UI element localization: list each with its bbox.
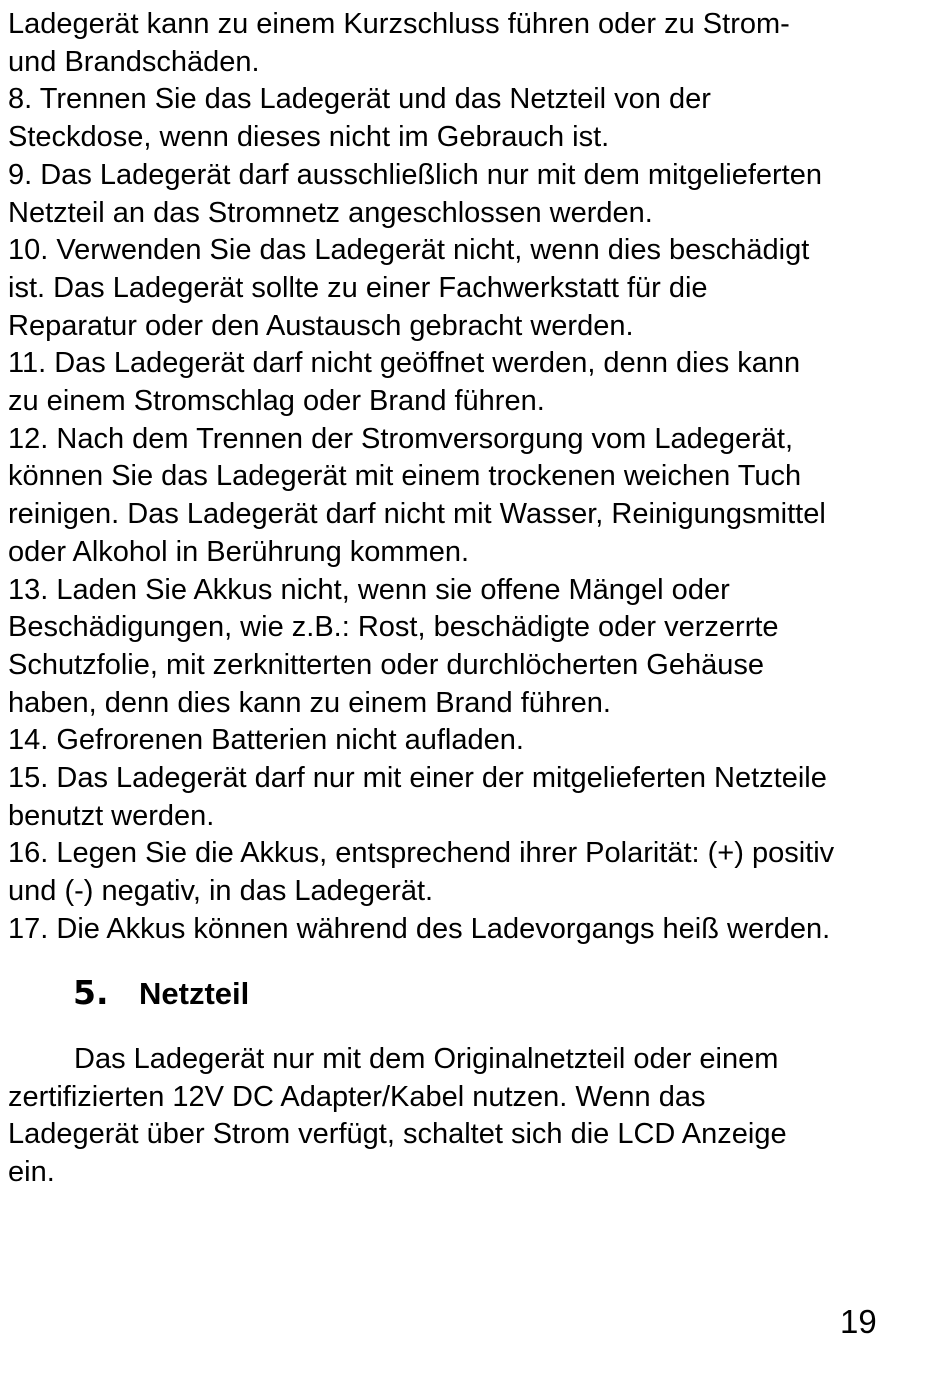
text-line: benutzt werden. [8, 799, 215, 832]
section-paragraph [8, 1041, 944, 1192]
text-line: 10. Verwenden Sie das Ladegerät nicht, wenn dies beschädigt [8, 234, 810, 267]
text-line: 12. Nach dem Trennen der Stromversorgung vom Ladegerät, [8, 422, 794, 455]
paragraph-line: Ladegerät über Strom verfügt, schaltet sich die LCD Anzeige [8, 1118, 787, 1151]
text-line: 16. Legen Sie die Akkus, entsprechend ihrer Polarität: (+) positiv [8, 837, 835, 870]
text-line: Schutzfolie, mit zerknitterten oder durchlöcherten Gehäuse [8, 648, 765, 681]
text-line: 14. Gefrorenen Batterien nicht aufladen. [8, 724, 524, 757]
text-line: ist. Das Ladegerät sollte zu einer Fachwerkstatt für die [8, 271, 708, 304]
text-line: Ladegerät kann zu einem Kurzschluss führen oder zu Strom- [8, 8, 790, 40]
section-number: 5. [73, 973, 109, 1012]
paragraph-line: ein. [8, 1156, 55, 1189]
text-line: Reparatur oder den Austausch gebracht werden. [8, 309, 634, 342]
text-line: Beschädigungen, wie z.B.: Rost, beschädigte oder verzerrte [8, 611, 779, 644]
text-line: zu einem Stromschlag oder Brand führen. [8, 385, 545, 418]
text-line: und Brandschäden. [8, 45, 260, 78]
text-line: 8. Trennen Sie das Ladegerät und das Netzteil von der [8, 83, 711, 116]
text-line: oder Alkohol in Berührung kommen. [8, 535, 470, 568]
text-line: können Sie das Ladegerät mit einem trockenen weichen Tuch [8, 460, 802, 493]
paragraph-line: zertifizierten 12V DC Adapter/Kabel nutzen. Wenn das [8, 1080, 706, 1113]
text-line: 9. Das Ladegerät darf ausschließlich nur mit dem mitgelieferten [8, 158, 822, 191]
text-line: reinigen. Das Ladegerät darf nicht mit Wasser, Reinigungsmittel [8, 498, 826, 531]
text-line: 11. Das Ladegerät darf nicht geöffnet werden, denn dies kann [8, 347, 801, 380]
section-heading [73, 973, 249, 1014]
text-line: 13. Laden Sie Akkus nicht, wenn sie offene Mängel oder [8, 573, 730, 606]
text-line: und (-) negativ, in das Ladegerät. [8, 875, 434, 908]
text-line: 17. Die Akkus können während des Ladevorgangs heiß werden. [8, 912, 831, 945]
text-line: Steckdose, wenn dieses nicht im Gebrauch ist. [8, 121, 610, 154]
text-line: Netzteil an das Stromnetz angeschlossen werden. [8, 196, 653, 229]
safety-instructions-list [8, 6, 944, 949]
paragraph-line: Das Ladegerät nur mit dem Originalnetzteil oder einem [74, 1043, 779, 1075]
section-title: Netzteil [139, 976, 250, 1011]
page-number: 19 [840, 1303, 877, 1340]
text-line: haben, denn dies kann zu einem Brand führen. [8, 686, 611, 719]
text-line: 15. Das Ladegerät darf nur mit einer der mitgelieferten Netzteile [8, 762, 827, 795]
